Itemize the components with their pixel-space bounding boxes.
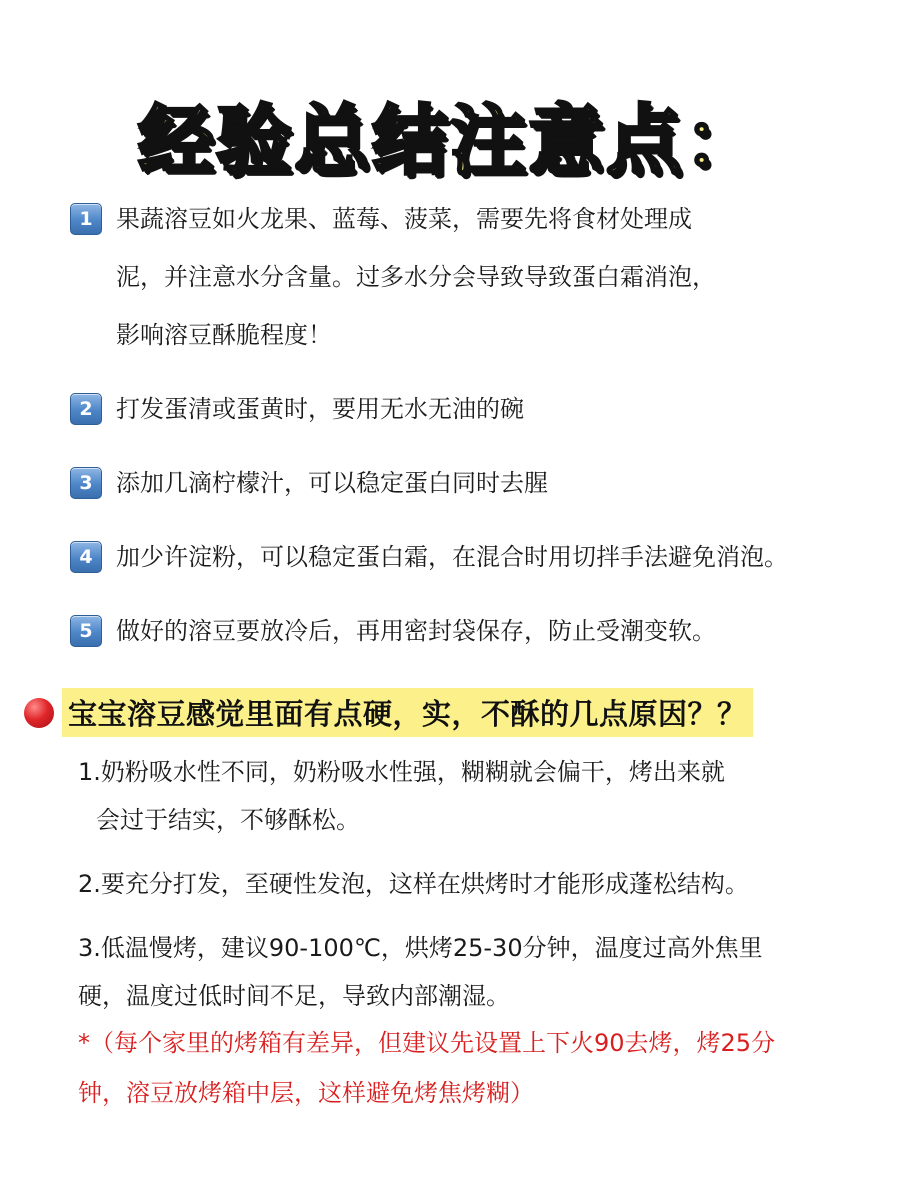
tip-item (70, 608, 890, 660)
tip-line: 泥，并注意水分含量。过多水分会导致导致蛋白霜消泡， (116, 263, 716, 291)
reason-line: 会过于结实，不够酥松。 (96, 806, 360, 834)
tip-item (70, 460, 890, 512)
tip-text (116, 602, 886, 660)
note-line: *（每个家里的烤箱有差异，但建议先设置上下火90去烤，烤25分 (78, 1029, 776, 1057)
tip-line: 打发蛋清或蛋黄时，要用无水无油的碗 (116, 395, 524, 423)
tip-item (70, 386, 890, 438)
section-heading (24, 688, 753, 737)
reasons-list (78, 748, 878, 1036)
number-4-icon: 4 (70, 541, 102, 573)
tip-text (116, 190, 886, 364)
tip-line: 果蔬溶豆如火龙果、蓝莓、菠菜，需要先将食材处理成 (116, 205, 692, 233)
reason-item (78, 748, 878, 844)
tip-line: 加少许淀粉，可以稳定蛋白霜，在混合时用切拌手法避免消泡。 (116, 543, 788, 571)
tip-text (116, 454, 886, 512)
reason-item (78, 860, 878, 908)
reason-line: 2.要充分打发，至硬性发泡，这样在烘烤时才能形成蓬松结构。 (78, 870, 749, 898)
tip-line: 做好的溶豆要放冷后，再用密封袋保存，防止受潮变软。 (116, 617, 716, 645)
tip-item (70, 534, 890, 586)
red-circle-icon (24, 698, 54, 728)
reason-line: 3.低温慢烤，建议90-100℃，烘烤25-30分钟，温度过高外焦里 (78, 934, 763, 962)
tip-text (116, 528, 886, 586)
number-2-icon: 2 (70, 393, 102, 425)
reason-line: 1.奶粉吸水性不同，奶粉吸水性强，糊糊就会偏干，烤出来就 (78, 758, 725, 786)
tip-text (116, 380, 886, 438)
number-1-icon: 1 (70, 203, 102, 235)
number-3-icon: 3 (70, 467, 102, 499)
reason-line: 硬，温度过低时间不足，导致内部潮湿。 (78, 982, 510, 1010)
page-title: 经验总结注意点： (138, 95, 762, 185)
tip-line: 添加几滴柠檬汁，可以稳定蛋白同时去腥 (116, 469, 548, 497)
tips-list (70, 196, 890, 682)
note-line: 钟，溶豆放烤箱中层，这样避免烤焦烤糊） (78, 1079, 534, 1107)
number-5-icon: 5 (70, 615, 102, 647)
tip-item (70, 196, 890, 364)
section-heading-text: 宝宝溶豆感觉里面有点硬，实，不酥的几点原因？？ (62, 688, 753, 737)
tip-line: 影响溶豆酥脆程度！ (116, 321, 332, 349)
reason-item (78, 924, 878, 1020)
oven-note (78, 1018, 888, 1118)
